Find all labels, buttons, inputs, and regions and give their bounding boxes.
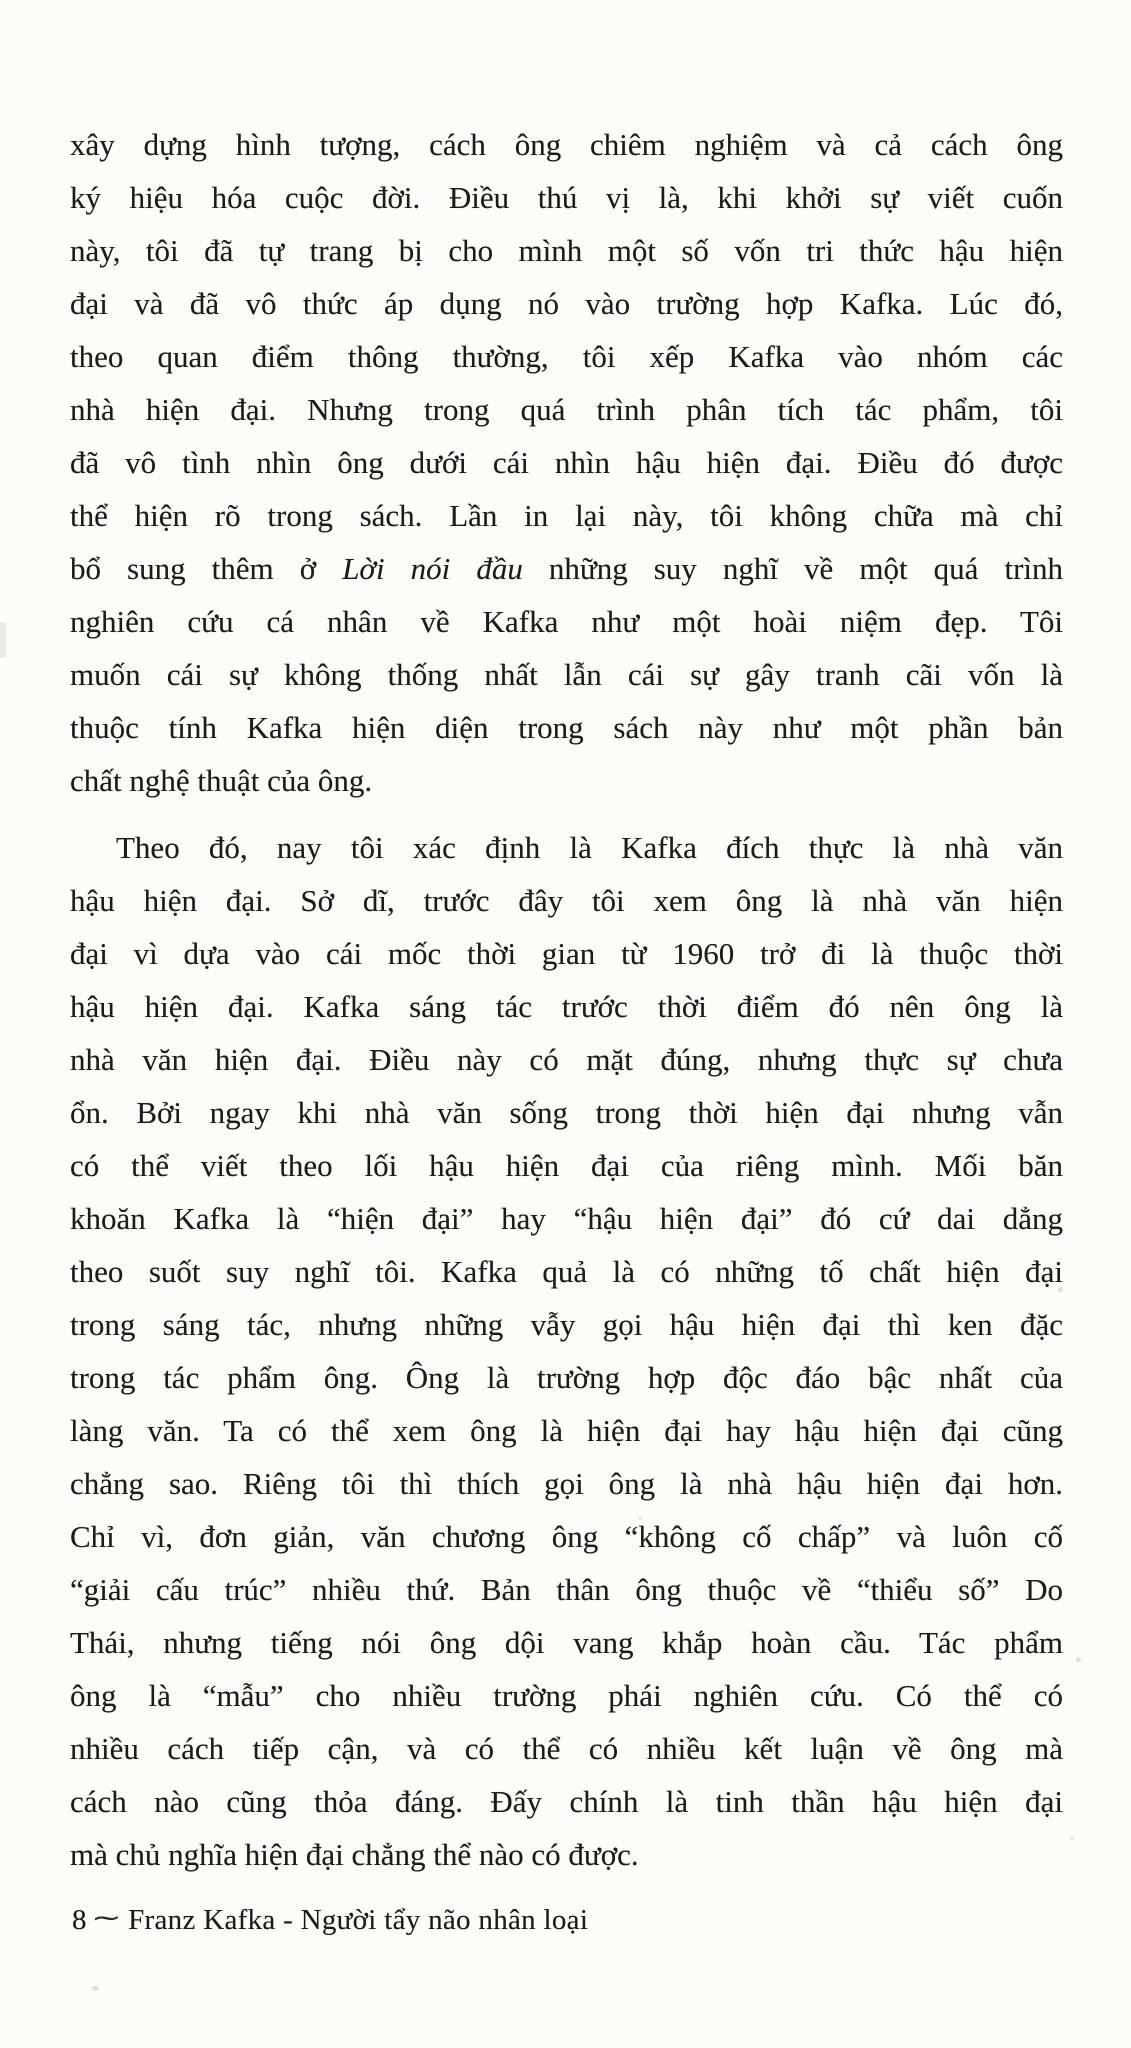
page-number: 8 [72, 1904, 87, 1936]
text-line: chất nghệ thuật của ông. [70, 763, 373, 798]
scan-artifact [92, 1986, 99, 1991]
text-line: làng văn. Ta có thể xem ông là hiện đại hay hậu hiện đại cũng [70, 1413, 1063, 1448]
text-line: trong tác phẩm ông. Ông là trường hợp độc đáo bậc nhất của [70, 1360, 1063, 1395]
text-line: ông là “mẫu” cho nhiều trường phái nghiên cứu. Có thể có [70, 1678, 1063, 1713]
text-line: hậu hiện đại. Kafka sáng tác trước thời điểm đó nên ông là [70, 989, 1063, 1024]
text-line: Chỉ vì, đơn giản, văn chương ông “không cố chấp” và luôn cố [70, 1519, 1063, 1554]
text-line: có thể viết theo lối hậu hiện đại của riêng mình. Mối băn [70, 1148, 1063, 1183]
text-line [70, 542, 1063, 595]
page-footer [72, 1899, 588, 1942]
scan-artifact [1070, 1836, 1074, 1840]
text-line: chẳng sao. Riêng tôi thì thích gọi ông là nhà hậu hiện đại hơn. [70, 1466, 1063, 1501]
italic-book-reference: Lời nói đầu [342, 551, 523, 586]
text-line: nhiều cách tiếp cận, và có thể có nhiều kết luận về ông mà [70, 1731, 1063, 1766]
text-line: đại vì dựa vào cái mốc thời gian từ 1960 trở đi là thuộc thời [70, 936, 1063, 971]
text-line: thể hiện rõ trong sách. Lần in lại này, tôi không chữa mà chỉ [70, 498, 1063, 533]
text-segment: bổ sung thêm ở [70, 551, 343, 586]
scan-artifact [1058, 1287, 1063, 1292]
text-line: khoăn Kafka là “hiện đại” hay “hậu hiện đại” đó cứ dai dẳng [70, 1201, 1063, 1236]
text-line: “giải cấu trúc” nhiều thứ. Bản thân ông thuộc về “thiểu số” Do [70, 1572, 1063, 1607]
text-line: hậu hiện đại. Sở dĩ, trước đây tôi xem ông là nhà văn hiện [70, 883, 1063, 918]
text-segment: những suy nghĩ về một quá trình [522, 551, 1063, 586]
text-line: muốn cái sự không thống nhất lẫn cái sự gây tranh cãi vốn là [70, 657, 1063, 692]
scan-artifact [638, 1516, 643, 1520]
text-line: Theo đó, nay tôi xác định là Kafka đích thực là nhà văn [116, 830, 1063, 865]
wave-ornament-icon: ⁓ [93, 1903, 120, 1932]
book-title: Franz Kafka - Người tẩy não nhân loại [128, 1904, 589, 1936]
text-line: theo quan điểm thông thường, tôi xếp Kafka vào nhóm các [70, 339, 1063, 374]
text-line: nhà hiện đại. Nhưng trong quá trình phân tích tác phẩm, tôi [70, 392, 1063, 427]
text-line: thuộc tính Kafka hiện diện trong sách này như một phần bản [70, 710, 1063, 745]
text-line: đã vô tình nhìn ông dưới cái nhìn hậu hiện đại. Điều đó được [70, 445, 1063, 480]
text-line: xây dựng hình tượng, cách ông chiêm nghiệm và cả cách ông [70, 127, 1063, 162]
text-line: ổn. Bởi ngay khi nhà văn sống trong thời hiện đại nhưng vẫn [70, 1095, 1063, 1130]
text-line: theo suốt suy nghĩ tôi. Kafka quả là có những tố chất hiện đại [70, 1254, 1063, 1289]
scan-artifact [1076, 1657, 1081, 1662]
text-line: trong sáng tác, nhưng những vẫy gọi hậu hiện đại thì ken đặc [70, 1307, 1063, 1342]
text-line: nghiên cứu cá nhân về Kafka như một hoài niệm đẹp. Tôi [70, 604, 1063, 639]
text-line: đại và đã vô thức áp dụng nó vào trường hợp Kafka. Lúc đó, [70, 286, 1063, 321]
text-line: ký hiệu hóa cuộc đời. Điều thú vị là, khi khởi sự viết cuốn [70, 180, 1063, 215]
paragraph-1 [70, 118, 1063, 807]
text-line: mà chủ nghĩa hiện đại chẳng thể nào có được. [70, 1837, 639, 1872]
text-line: Thái, nhưng tiếng nói ông dội vang khắp hoàn cầu. Tác phẩm [70, 1625, 1063, 1660]
scan-artifact [0, 622, 6, 658]
text-line: nhà văn hiện đại. Điều này có mặt đúng, nhưng thực sự chưa [70, 1042, 1063, 1077]
paragraph-2 [70, 821, 1063, 1881]
text-line: cách nào cũng thỏa đáng. Đấy chính là tinh thần hậu hiện đại [70, 1784, 1063, 1819]
page-body [70, 118, 1063, 1881]
text-line: này, tôi đã tự trang bị cho mình một số vốn tri thức hậu hiện [70, 233, 1063, 268]
